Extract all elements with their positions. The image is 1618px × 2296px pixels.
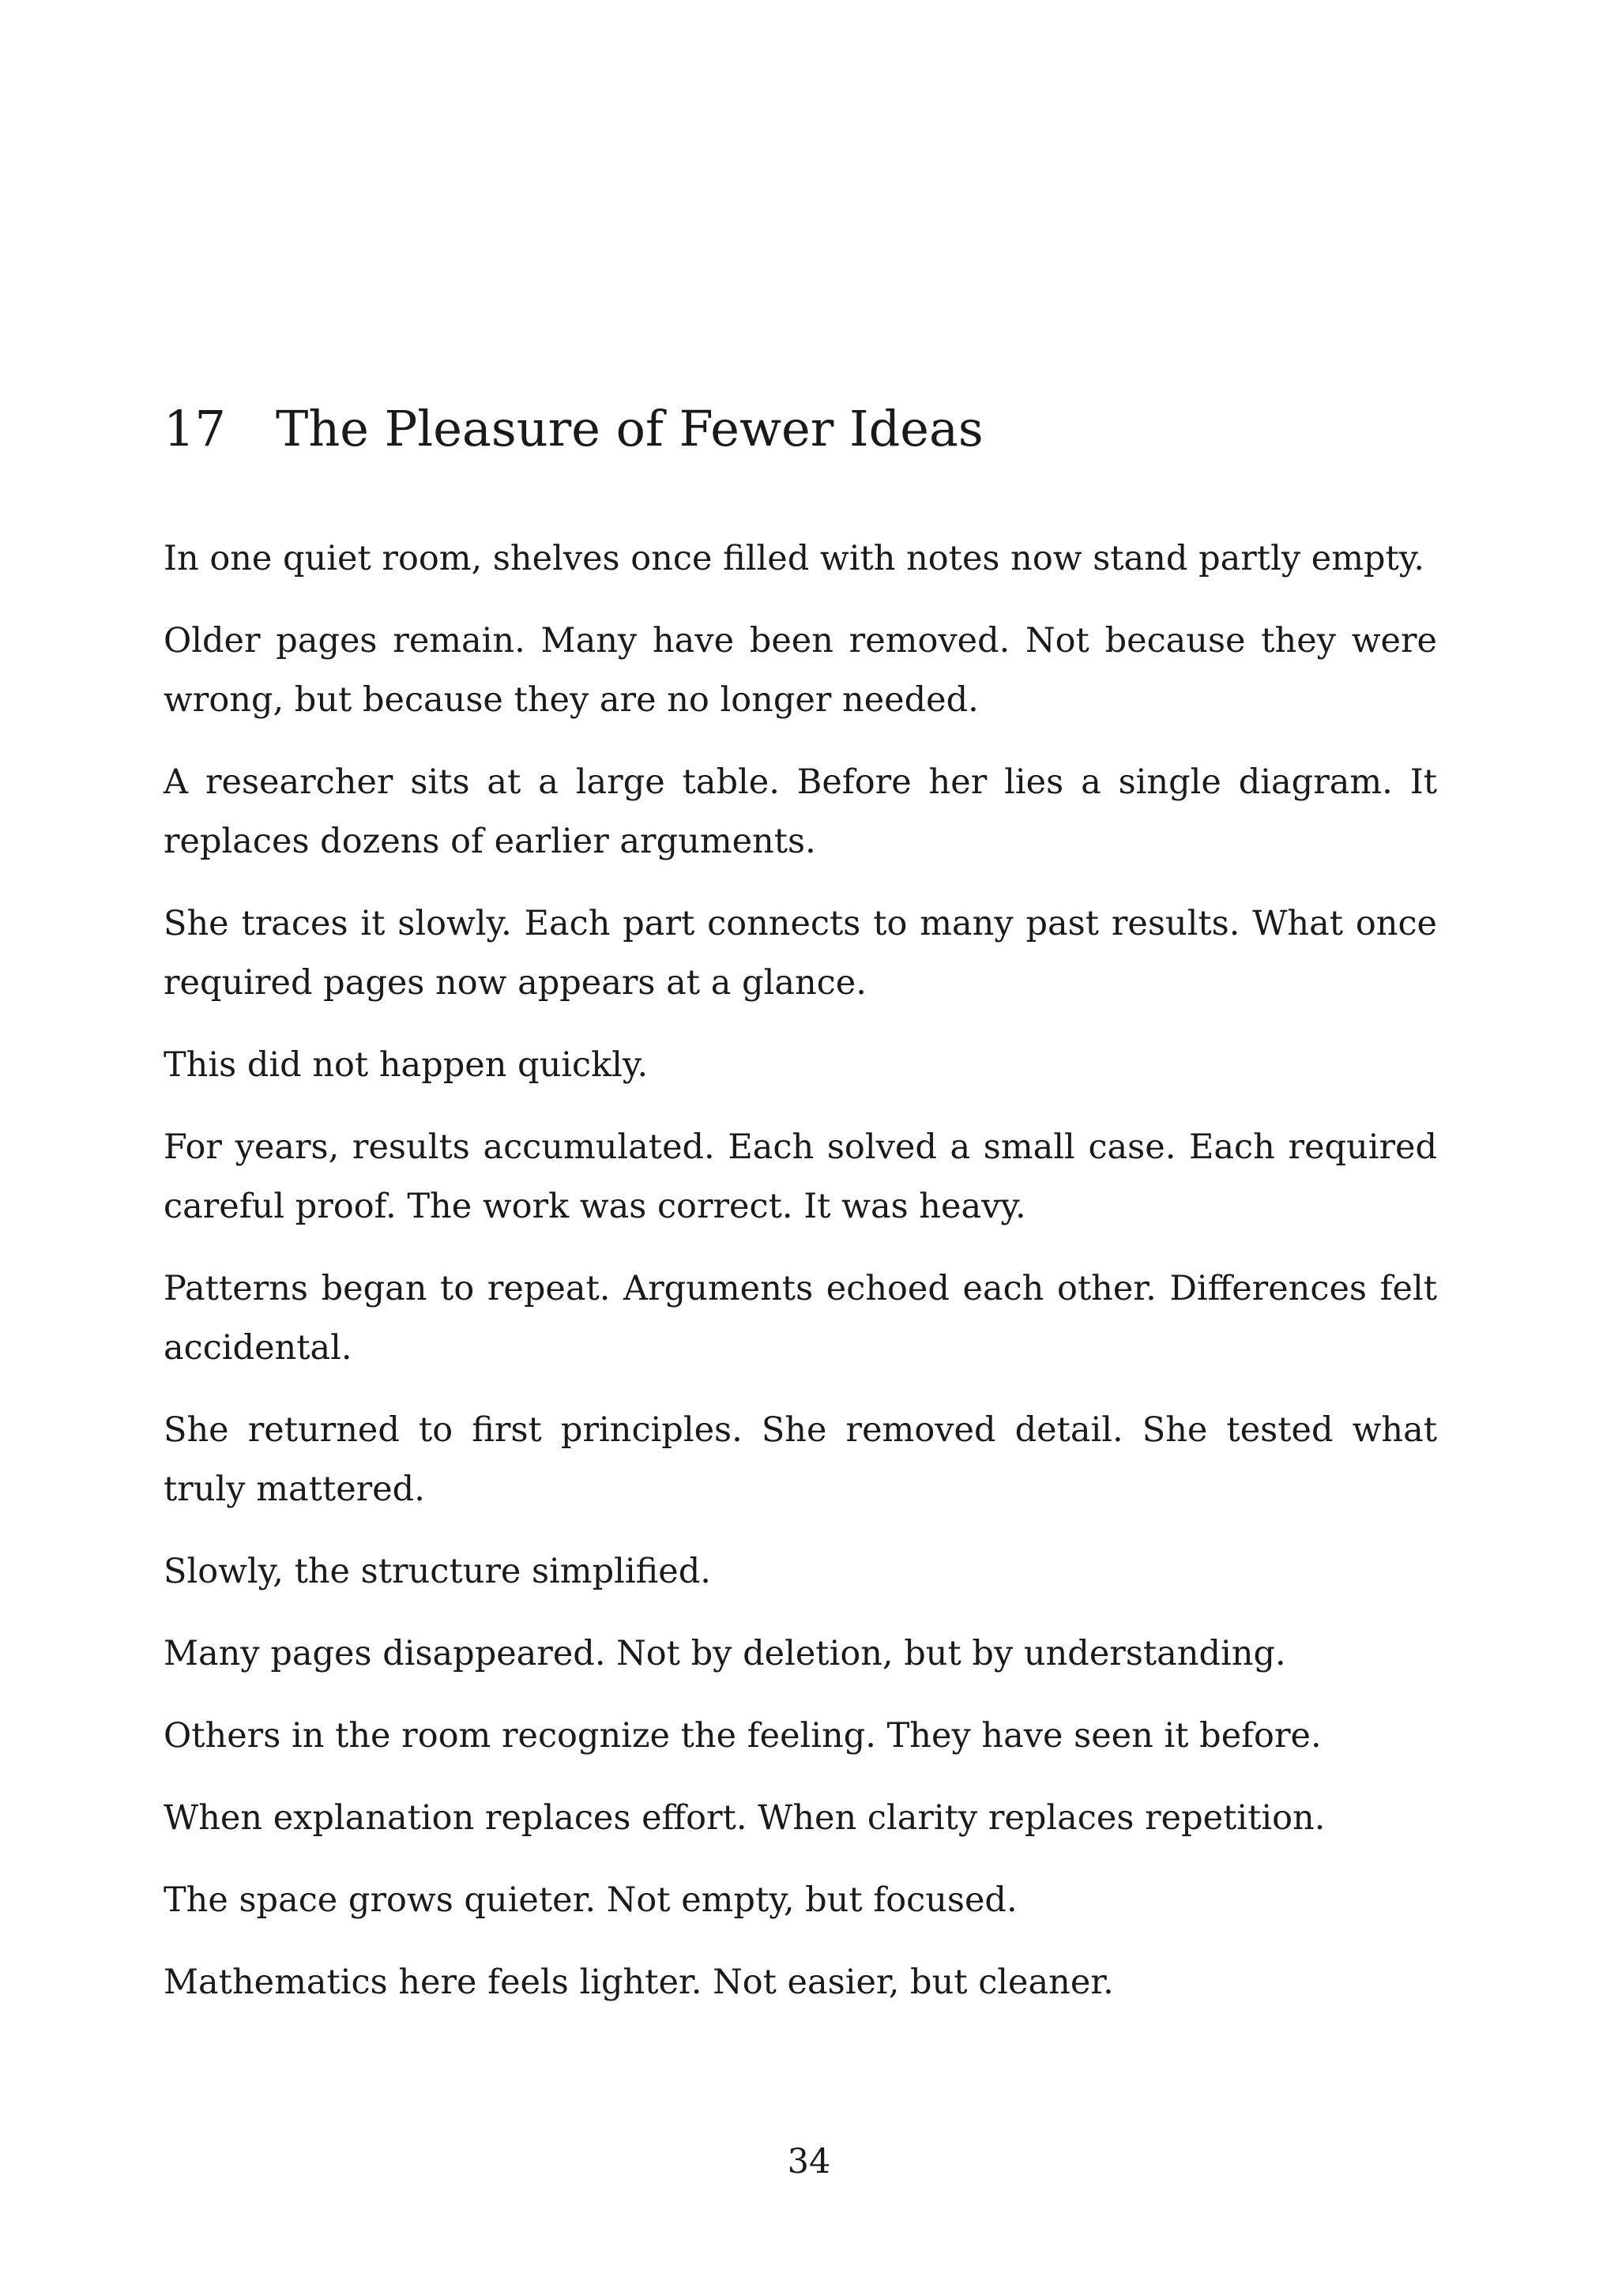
- paragraph: In one quiet room, shelves once filled with notes now stand partly empty.: [164, 539, 1425, 578]
- paragraph: Slowly, the structure simplified.: [164, 1552, 711, 1591]
- section-title: The Pleasure of Fewer Ideas: [276, 400, 984, 457]
- paragraph: When explanation replaces effort. When clarity replaces repetition.: [164, 1798, 1326, 1838]
- paragraph: The space grows quieter. Not empty, but focused.: [164, 1880, 1018, 1920]
- paragraph: Others in the room recognize the feeling. They have seen it before.: [164, 1716, 1322, 1756]
- paragraph: Mathematics here feels lighter. Not easier, but cleaner.: [164, 1963, 1114, 2002]
- paragraph: She traces it slowly. Each part connects to many past results. What once required pages now appears at a glance.: [164, 904, 1437, 1003]
- paragraph: Many pages disappeared. Not by deletion, but by understanding.: [164, 1634, 1286, 1673]
- body-text: [164, 529, 1437, 2035]
- paragraph: A researcher sits at a large table. Before her lies a single diagram. It replaces dozens of earlier arguments.: [164, 762, 1437, 861]
- paragraph: Older pages remain. Many have been removed. Not because they were wrong, but because they are no longer needed.: [164, 621, 1437, 720]
- page-number: 34: [787, 2142, 831, 2181]
- section-heading: [164, 393, 1459, 465]
- paragraph: This did not happen quickly.: [164, 1045, 649, 1085]
- paragraph: Patterns began to repeat. Arguments echoed each other. Differences felt accidental.: [164, 1269, 1437, 1368]
- paragraph: For years, results accumulated. Each solved a small case. Each required careful proof. The work was correct. It was heavy.: [164, 1127, 1437, 1226]
- section-number: 17: [164, 400, 226, 457]
- paragraph: She returned to first principles. She removed detail. She tested what truly mattered.: [164, 1410, 1437, 1509]
